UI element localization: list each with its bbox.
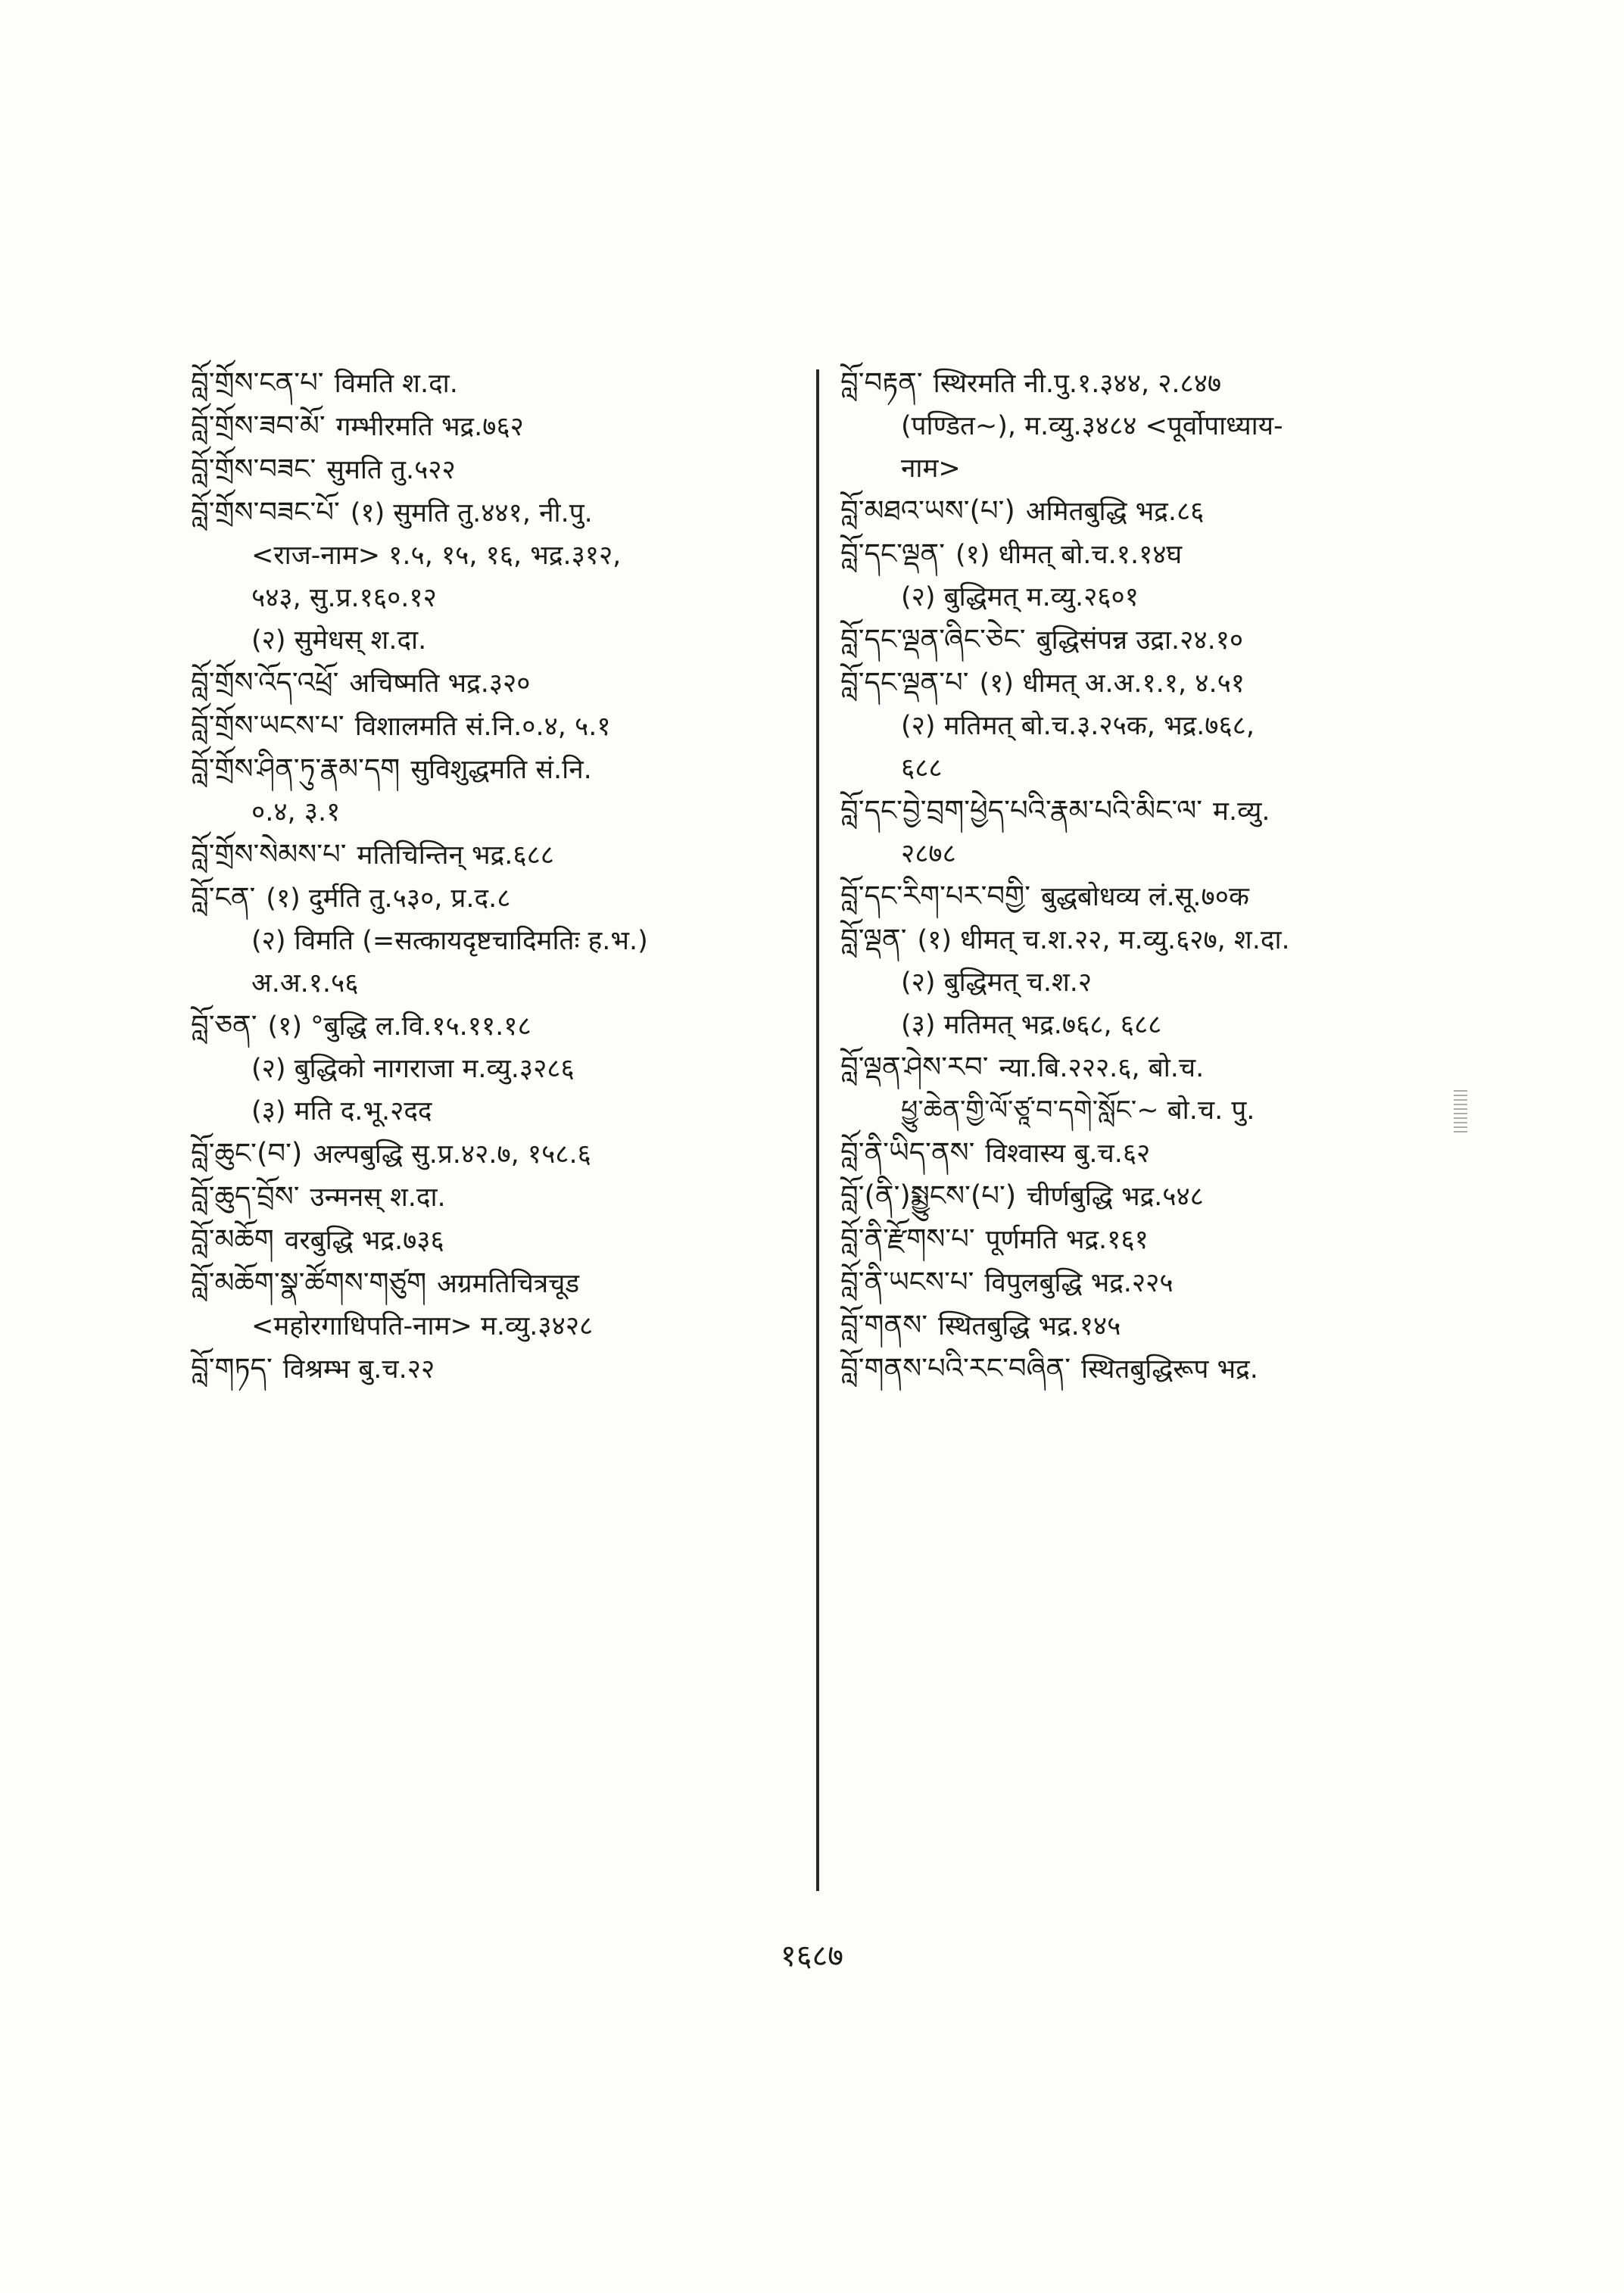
dictionary-entry	[840, 533, 1461, 618]
dictionary-entry	[191, 877, 796, 1005]
gloss: न्या.बि.२२२.६, बो.च.	[999, 1053, 1205, 1083]
headword: བློ་ནི་ཡིད་ནས་	[840, 1136, 975, 1169]
gloss-continuation: (पण्डित~), म.व्यु.३४८४ <पूर्वोपाध्याय-	[901, 411, 1283, 441]
dictionary-entry	[191, 405, 796, 448]
gloss-continuation: २८७८	[901, 839, 956, 869]
gloss: बुद्धबोधव्य लं.सू.७०क	[1040, 882, 1249, 912]
dictionary-entry	[191, 1005, 796, 1132]
gloss: (१) धीमत् च.श.२२, म.व्यु.६२७, श.दा.	[917, 925, 1290, 955]
headword: བློ་དང་རིག་པར་བགྱི་	[840, 880, 1030, 912]
headword: བློ་ཆུང་(བ་)	[191, 1137, 303, 1170]
gloss: मतिचिन्तिन् भद्र.६८८	[357, 840, 554, 871]
gloss-continuation: <राज-नाम> १.५, १५, १६, भद्र.३१२,	[251, 541, 622, 571]
gloss: स्थिरमति नी.पु.१.३४४, २.८४७	[933, 369, 1222, 399]
dictionary-entry	[191, 833, 796, 877]
gloss-continuation: ५४३, सु.प्र.१६०.१२	[251, 583, 437, 613]
sense: (३) मति द.भू.२दद	[251, 1096, 432, 1126]
dictionary-entry	[840, 1261, 1461, 1304]
right-column	[840, 362, 1461, 1391]
sense: ६८८	[901, 753, 943, 784]
dictionary-entry	[191, 748, 796, 833]
gloss: विश्वास्य बु.च.६२	[985, 1139, 1151, 1169]
dictionary-entry	[191, 705, 796, 748]
gloss: सुमति तु.५२२	[326, 455, 456, 485]
gloss: उन्मनस् श.दा.	[310, 1182, 446, 1213]
column-divider	[816, 369, 819, 1891]
headword: བློ་མཐའ་ཡས་(པ་)	[840, 494, 1015, 527]
sense: अ.अ.१.५६	[251, 968, 359, 999]
sense: (२) बुद्धिमत् च.श.२	[901, 967, 1093, 998]
scan-mark	[1454, 1090, 1467, 1136]
gloss-continuation: ०.४, ३.१	[251, 797, 341, 827]
headword: བློ་ནི་ཡངས་པ་	[840, 1266, 974, 1298]
gloss: अल्पबुद्धि सु.प्र.४२.७, १५८.६	[313, 1139, 591, 1170]
headword: བློ་དང་ལྡན་པ་	[840, 666, 969, 699]
headword: བློ་ཅན་	[191, 1009, 257, 1042]
gloss: विमति श.दा.	[334, 369, 458, 399]
gloss-continuation: ཕྱུ་ཆེན་གྱི་ལོ་ཙཱ་བ་དགེ་སློང་~ बो.च. पु.	[901, 1095, 1255, 1126]
headword: བློ་གྲོས་བཟང་པོ་	[191, 496, 340, 528]
gloss: (१) धीमत् बो.च.१.१४घ	[955, 540, 1183, 570]
headword: བློ་དང་བྱེ་བྲག་ཕྱེད་པའི་རྣམ་པའི་མིང་ལ་	[840, 794, 1203, 827]
headword: བློ་དང་ལྡན་	[840, 537, 946, 570]
headword: བློ་ངན་	[191, 881, 256, 914]
dictionary-entry	[840, 1304, 1461, 1347]
dictionary-entry	[840, 790, 1461, 875]
dictionary-entry	[191, 362, 796, 405]
headword: བློ་ལྡན་ཤེས་རབ་	[840, 1051, 989, 1083]
dictionary-entry	[840, 1132, 1461, 1175]
gloss: (१) °बुद्धि ल.वि.१५.११.१८	[267, 1011, 531, 1042]
sense: (२) सुमेधस् श.दा.	[251, 625, 427, 656]
headword: བློ་གྲོས་ཡངས་པ་	[191, 709, 344, 742]
dictionary-entry	[191, 448, 796, 491]
headword: བློ་གྲོས་སེམས་པ་	[191, 838, 347, 871]
gloss: (१) धीमत् अ.अ.१.१, ४.५१	[979, 668, 1245, 699]
gloss: विपुलबुद्धि भद्र.२२५	[984, 1268, 1174, 1298]
headword: བློ་བརྟན་	[840, 366, 923, 399]
dictionary-entry	[191, 491, 796, 662]
sense: (२) बुद्धिमत् म.व्यु.२६०१	[901, 582, 1139, 612]
dictionary-entry	[840, 1347, 1461, 1391]
headword: བློ་(ནི་)སྨྱུངས་(པ་)	[840, 1179, 1017, 1212]
dictionary-entry	[840, 490, 1461, 533]
dictionary-entry	[840, 362, 1461, 490]
headword: བློ་གཏད་	[191, 1352, 273, 1385]
gloss: अमितबुद्धि भद्र.८६	[1025, 497, 1205, 527]
gloss: गम्भीरमति भद्र.७६२	[335, 412, 524, 442]
page-number: १६८७	[780, 1939, 844, 1974]
dictionary-entry	[840, 618, 1461, 662]
gloss: अचिष्मति भद्र.३२०	[349, 668, 531, 699]
gloss: स्थितबुद्धिरूप भद्र.	[1081, 1354, 1258, 1385]
gloss: सुविशुद्धमति सं.नि.	[410, 755, 592, 785]
dictionary-entry	[191, 1176, 796, 1219]
headword: བློ་མཆོག་སྣ་ཚོགས་གཙུག	[191, 1266, 427, 1299]
gloss: अग्रमतिचित्रचूड	[437, 1269, 580, 1299]
gloss: म.व्यु.	[1213, 796, 1270, 827]
gloss: स्थितबुद्धि भद्र.१४५	[937, 1311, 1121, 1341]
headword: བློ་དང་ལྡན་ཞིང་ཅེང་	[840, 623, 1026, 656]
dictionary-entry	[840, 918, 1461, 1046]
dictionary-entry	[840, 1175, 1461, 1218]
gloss: वरबुद्धि भद्र.७३६	[284, 1226, 444, 1256]
gloss-continuation: <महोरगाधिपति-नाम> म.व्यु.३४२८	[251, 1311, 594, 1341]
gloss: विशालमति सं.नि.०.४, ५.१	[354, 712, 611, 742]
headword: བློ་གནས་པའི་རང་བཞིན་	[840, 1352, 1071, 1385]
dictionary-entry	[840, 662, 1461, 790]
sense: (२) बुद्धिको नागराजा म.व्यु.३२८६	[251, 1054, 575, 1084]
dictionary-entry	[191, 1262, 796, 1347]
dictionary-entry	[191, 1132, 796, 1176]
sense: (३) मतिमत् भद्र.७६८, ६८८	[901, 1010, 1162, 1040]
headword: བློ་ཆུད་བྲོས་	[191, 1180, 300, 1213]
headword: བློ་ལྡན་	[840, 923, 907, 955]
left-column	[191, 362, 796, 1391]
gloss: (१) सुमति तु.४४१, नी.पु.	[350, 498, 593, 528]
headword: བློ་གྲོས་ངན་པ་	[191, 366, 324, 399]
headword: བློ་གནས་	[840, 1309, 927, 1341]
headword: བློ་གྲོས་འོད་འཕྲོ་	[191, 666, 339, 699]
headword: བློ་གྲོས་བཟང་	[191, 453, 316, 485]
sense: (२) मतिमत् बो.च.३.२५क, भद्र.७६८,	[901, 711, 1255, 741]
dictionary-entry	[840, 1046, 1461, 1132]
sense: (२) विमति (=सत्कायदृष्टचादिमतिः ह.भ.)	[251, 926, 648, 956]
dictionary-entry	[191, 1347, 796, 1391]
gloss: चीर्णबुद्धि भद्र.५४८	[1027, 1182, 1204, 1212]
dictionary-entry	[840, 1218, 1461, 1261]
dictionary-entry	[840, 875, 1461, 918]
dictionary-entry	[191, 1219, 796, 1262]
gloss: (१) दुर्मति तु.५३०, प्र.द.८	[266, 883, 511, 914]
dictionary-entry	[191, 662, 796, 705]
headword: བློ་མཆོག	[191, 1223, 274, 1256]
gloss: बुद्धिसंपन्न उद्रा.२४.१०	[1036, 625, 1244, 656]
gloss-continuation: नाम>	[901, 453, 961, 484]
headword: བློ་ནི་རྫོགས་པ་	[840, 1223, 975, 1255]
gloss: पूर्णमति भद्र.१६१	[985, 1225, 1149, 1255]
headword: བློ་གྲོས་ཤིན་ཏུ་རྣམ་དག	[191, 752, 401, 785]
headword: བློ་གྲོས་ཟབ་མོ་	[191, 410, 326, 442]
gloss: विश्रम्भ बु.च.२२	[282, 1354, 435, 1385]
